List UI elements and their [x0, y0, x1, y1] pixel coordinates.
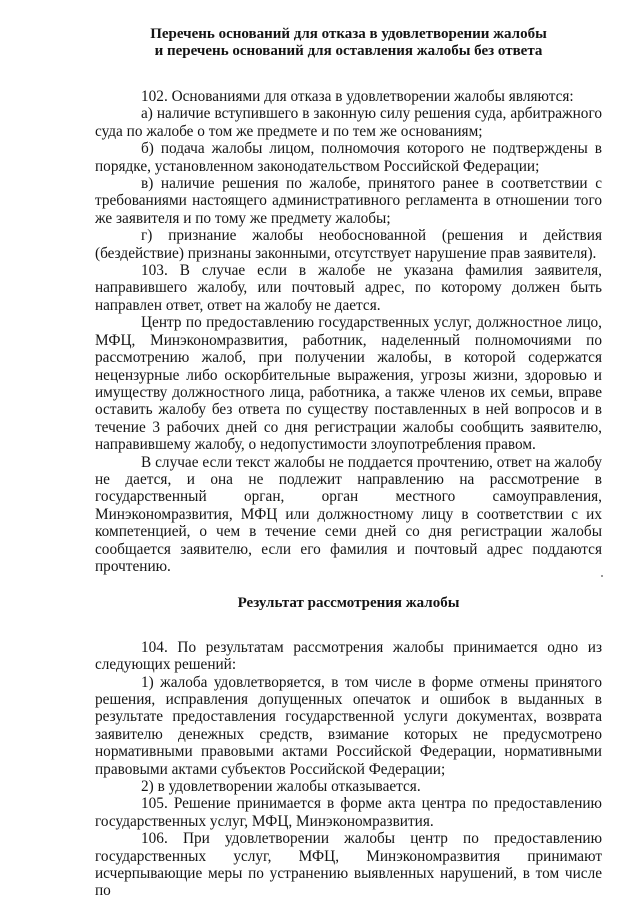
paragraph-102-c: в) наличие решения по жалобе, принятого ранее в соответствии с требованиями настоящего административного регламента в отношении того же заявителя и по тому же предмету жалобы;: [95, 175, 602, 227]
paragraph-104-1: 1) жалоба удовлетворяется, в том числе в форме отмены принятого решения, исправления допущенных опечаток и ошибок в выданных в результате предоставления государственной услуги документах, возврата заявителю денежных средств, взимание которых не предусмотрено нормативными правовыми актами Российской Федерации, нормативными правовыми актами субъектов Российской Федерации;: [95, 673, 602, 778]
section-complaint-result: [95, 639, 602, 900]
scan-speck: [601, 575, 603, 577]
section-title-result: Результат рассмотрения жалобы: [237, 595, 460, 612]
section-refusal-grounds: [95, 88, 602, 575]
paragraph-106: 106. При удовлетворении жалобы центр по предоставлению государственных услуг, МФЦ, Минэкономразвития принимают исчерпывающие меры по устранению выявленных нарушений, в том числе по: [95, 830, 602, 900]
paragraph-103-obscene: Центр по предоставлению государственных услуг, должностное лицо, МФЦ, Минэкономразвития, работник, наделенный полномочиями по рассмотрению жалоб, при получении жалобы, в которой содержатся нецензурные либо оскорбительные выражения, угрозы жизни, здоровью и имуществу должностного лица, работника, а также членов их семьи, вправе оставить жалобу без ответа по существу поставленных в ней вопросов и в течение 3 рабочих дней со дня регистрации жалобы сообщить заявителю, направившему жалобу, о недопустимости злоупотребления правом.: [95, 314, 602, 454]
paragraph-105: 105. Решение принимается в форме акта центра по предоставлению государственных услуг, МФЦ, Минэкономразвития.: [95, 795, 602, 830]
paragraph-104-2: 2) в удовлетворении жалобы отказывается.: [141, 778, 421, 796]
paragraph-103: 103. В случае если в жалобе не указана фамилия заявителя, направившего жалобу, или почтовый адрес, по которому должен быть направлен ответ, ответ на жалобу не дается.: [95, 262, 602, 314]
paragraph-102-d: г) признание жалобы необоснованной (решения и действия (бездействие) признаны законными, отсутствует нарушение прав заявителя).: [95, 227, 602, 262]
document-heading: [95, 26, 602, 60]
paragraph-104: 104. По результатам рассмотрения жалобы принимается одно из следующих решений:: [95, 638, 602, 674]
heading-line-1: Перечень оснований для отказа в удовлетворении жалобы: [150, 26, 547, 42]
paragraph-102: 102. Основаниями для отказа в удовлетворении жалобы являются:: [141, 88, 574, 105]
paragraph-102-a: а) наличие вступившего в законную силу решения суда, арбитражного суда по жалобе о том же предмете и по тем же основаниям;: [95, 105, 602, 140]
paragraph-102-b: б) подача жалобы лицом, полномочия которого не подтверждены в порядке, установленном законодательством Российской Федерации;: [95, 140, 602, 175]
heading-line-2: и перечень оснований для оставления жалобы без ответа: [154, 43, 543, 59]
paragraph-103-unreadable: В случае если текст жалобы не поддается прочтению, ответ на жалобу не дается, и она не подлежит направлению на рассмотрение в государственный орган, орган местного самоуправления, Минэкономразвития, МФЦ или должностному лицу в соответствии с их компетенцией, о чем в течение семи дней со дня регистрации жалобы сообщается заявителю, если его фамилия и почтовый адрес поддаются прочтению.: [95, 453, 602, 575]
